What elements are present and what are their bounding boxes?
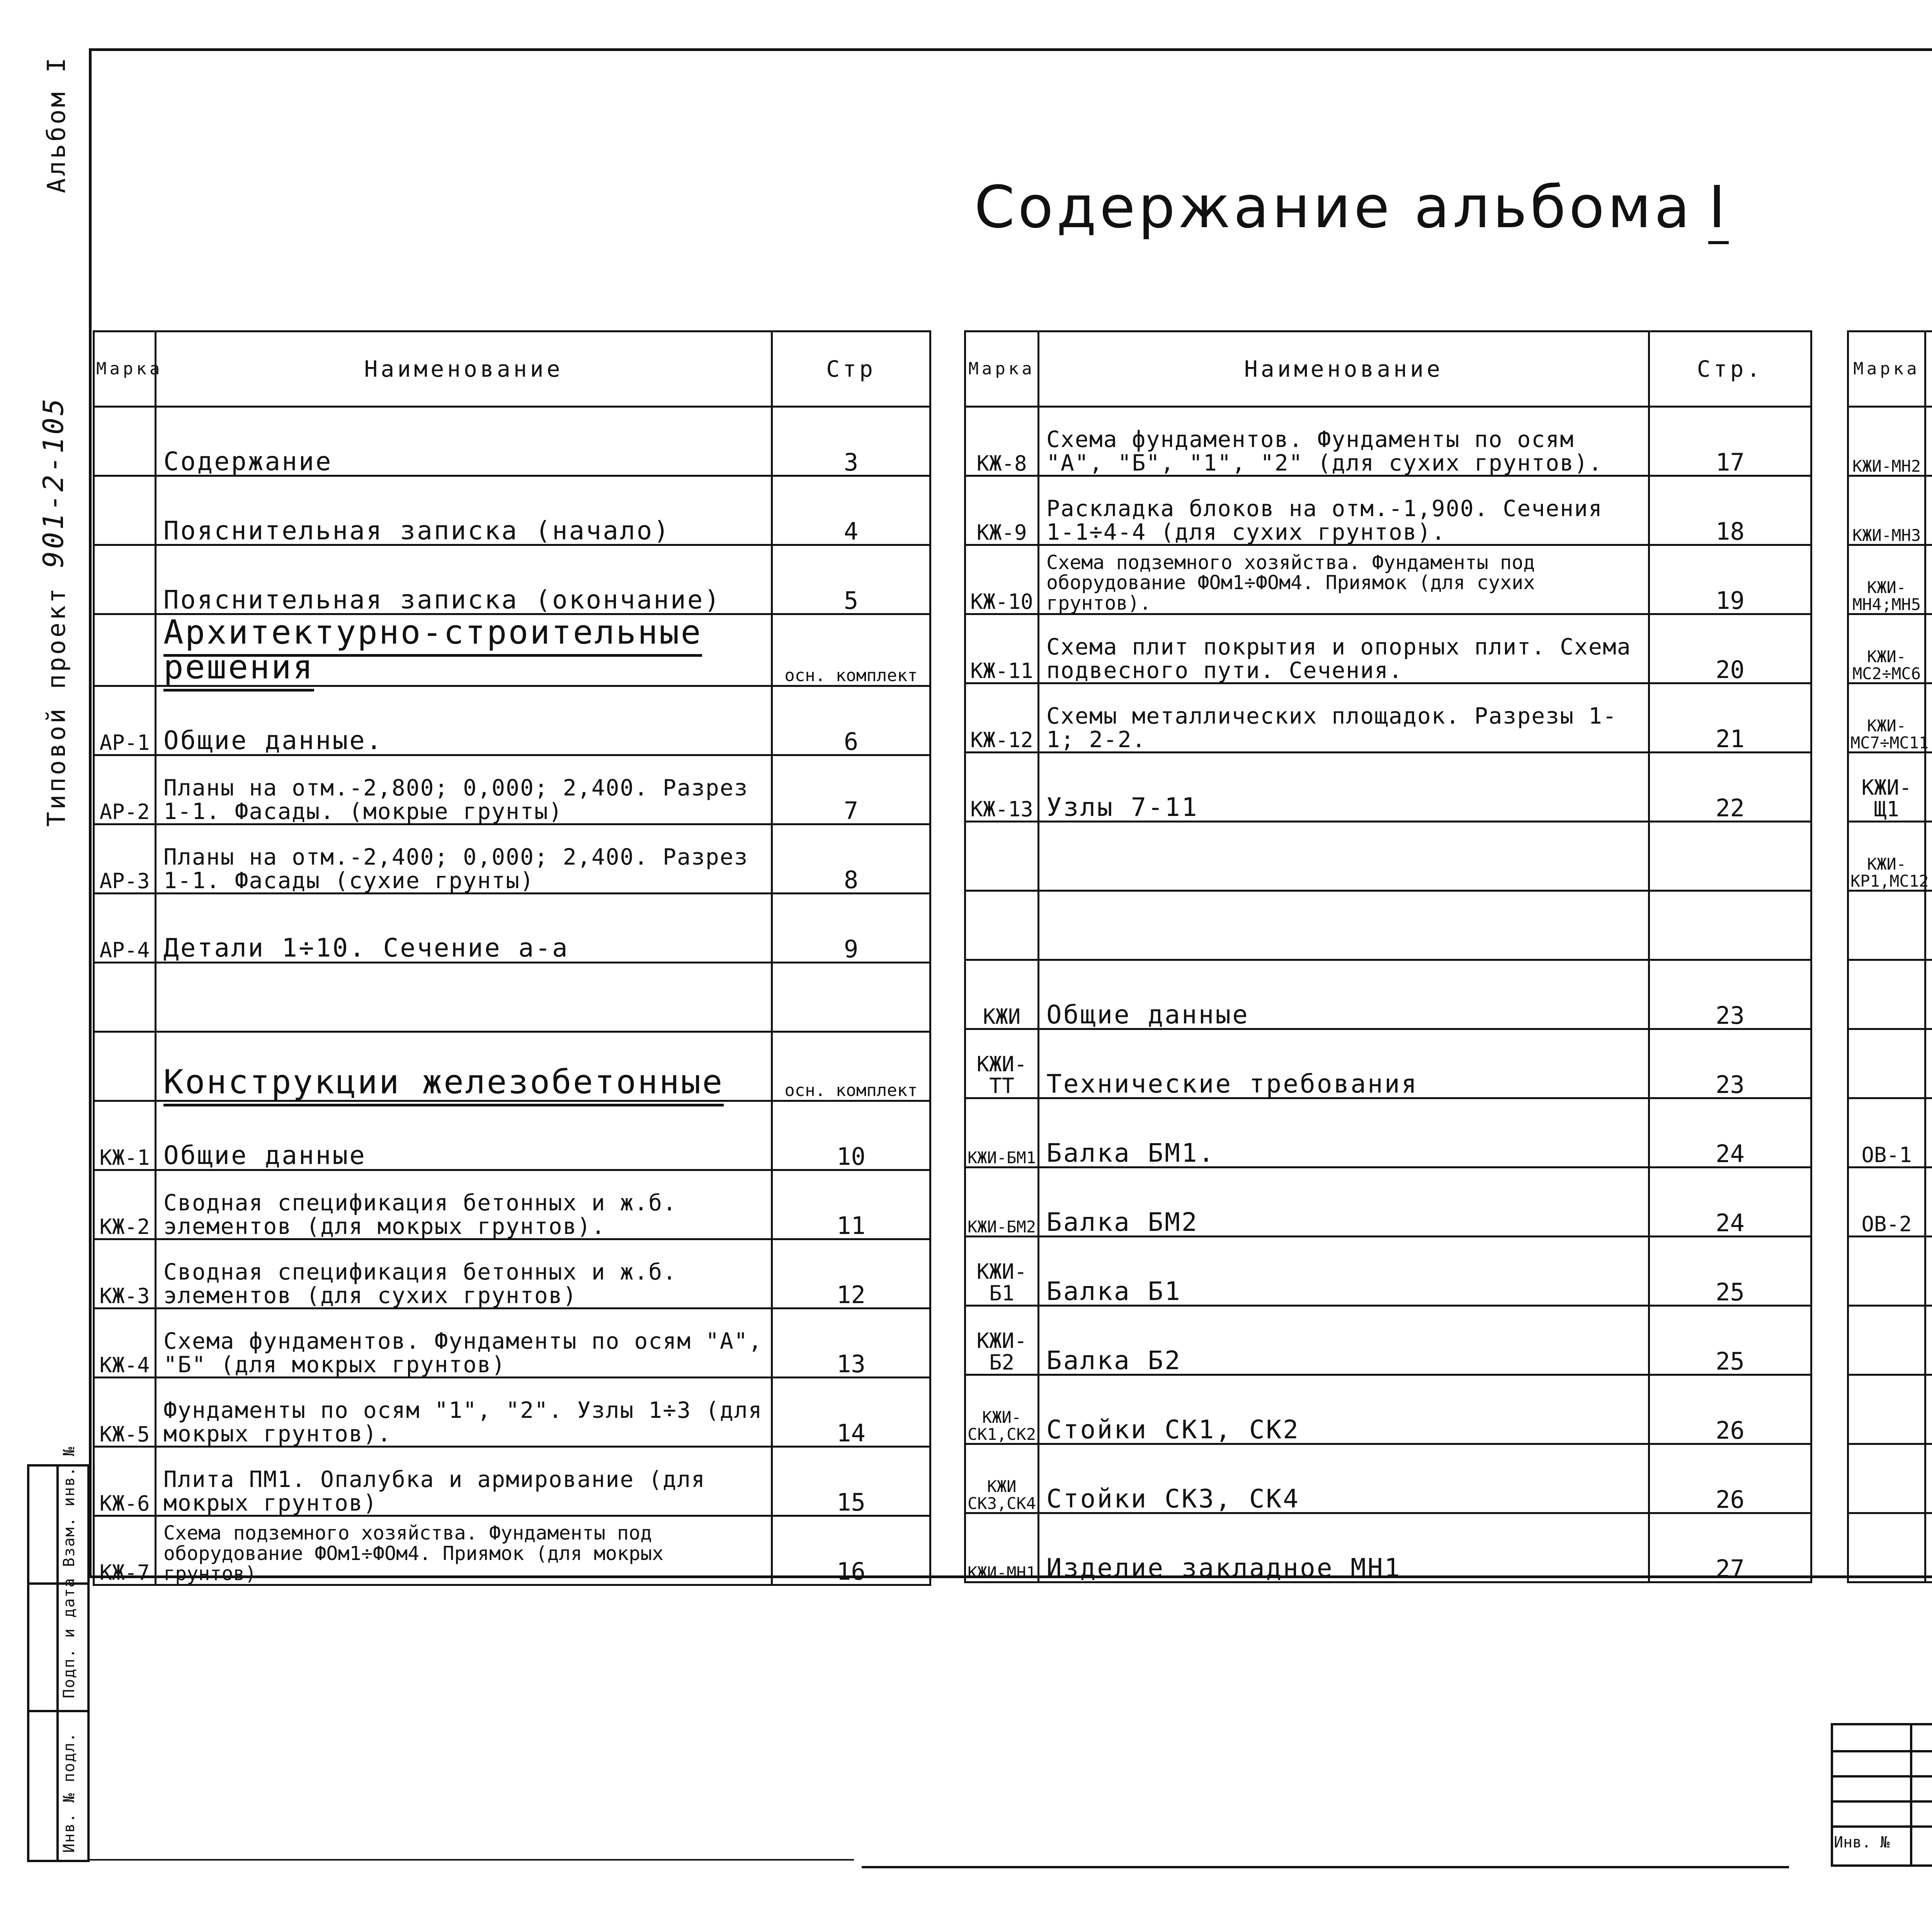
row-page: 26 bbox=[1649, 1444, 1811, 1513]
row-name: Схема фундаментов. Фундаменты по осям "А", "Б", "1", "2" (для сухих грунтов). bbox=[1039, 407, 1649, 476]
row-mark bbox=[1848, 1513, 1925, 1582]
row-name bbox=[1925, 476, 1932, 545]
table-row bbox=[1848, 614, 1932, 683]
table-row bbox=[94, 407, 930, 476]
row-name bbox=[1925, 1444, 1932, 1513]
row-mark bbox=[965, 822, 1039, 891]
table-row bbox=[1848, 1444, 1932, 1513]
row-name: Балка БМ1. bbox=[1039, 1098, 1649, 1167]
row-page: осн. комплект bbox=[772, 614, 930, 686]
row-page: 3 bbox=[772, 407, 930, 476]
row-page: 19 bbox=[1649, 545, 1811, 614]
row-page bbox=[1649, 822, 1811, 891]
table-row bbox=[965, 1029, 1811, 1098]
section-heading bbox=[1925, 1029, 1932, 1098]
row-page: 12 bbox=[772, 1239, 930, 1308]
row-page: 20 bbox=[1649, 614, 1811, 683]
row-name: Сводная спецификация бетонных и ж.б. элементов (для сухих грунтов) bbox=[156, 1239, 772, 1308]
row-mark: КЖИ-МН1 bbox=[965, 1513, 1039, 1582]
row-mark bbox=[1848, 960, 1925, 1029]
row-page: 4 bbox=[772, 476, 930, 545]
row-name: Схема подземного хозяйства. Фундаменты под оборудование ФОм1÷ФОм4. Приямок (для сухих грунтов). bbox=[1039, 545, 1649, 614]
header-name: Наименование bbox=[156, 331, 772, 407]
table-row bbox=[94, 1446, 930, 1516]
row-mark bbox=[1848, 1029, 1925, 1098]
table-row bbox=[965, 614, 1811, 683]
row-name bbox=[1925, 1375, 1932, 1444]
row-name: Фундаменты по осям "1", "2". Узлы 1÷3 (для мокрых грунтов). bbox=[156, 1377, 772, 1446]
row-name: Общие данные bbox=[1039, 960, 1649, 1029]
table-row bbox=[1848, 1167, 1932, 1237]
row-name bbox=[1925, 891, 1932, 960]
row-mark: АР-1 bbox=[94, 686, 156, 755]
table-row bbox=[1848, 960, 1932, 1029]
table-row bbox=[1848, 822, 1932, 891]
row-mark: КЖ-12 bbox=[965, 683, 1039, 753]
table-row bbox=[94, 1377, 930, 1446]
row-mark: КЖИ-КР1,МС12 bbox=[1848, 822, 1925, 891]
row-name: Схема фундаментов. Фундаменты по осям "А", "Б" (для мокрых грунтов) bbox=[156, 1308, 772, 1377]
row-name: Схема плит покрытия и опорных плит. Схема подвесного пути. Сечения. bbox=[1039, 614, 1649, 683]
row-page: 17 bbox=[1649, 407, 1811, 476]
table-row bbox=[1848, 1029, 1932, 1098]
header-mark: Марка bbox=[94, 331, 156, 407]
row-mark bbox=[1848, 1375, 1925, 1444]
header-page: Стр bbox=[772, 331, 930, 407]
table-header-row bbox=[94, 331, 930, 407]
row-mark: ОВ-2 bbox=[1848, 1167, 1925, 1237]
row-name bbox=[1039, 891, 1649, 960]
row-name bbox=[1925, 1513, 1932, 1582]
page-title: Содержание альбома I bbox=[0, 174, 1932, 241]
title-block-stamp bbox=[1831, 1723, 1932, 1867]
project-label: Типовой проект bbox=[43, 586, 71, 827]
row-page: 27 bbox=[1649, 1513, 1811, 1582]
table-row bbox=[965, 822, 1811, 891]
table-row bbox=[94, 824, 930, 893]
row-page: 24 bbox=[1649, 1167, 1811, 1237]
side-strip-signature-date: Подп. и дата bbox=[60, 1577, 78, 1698]
row-page: 22 bbox=[1649, 753, 1811, 822]
row-mark bbox=[965, 891, 1039, 960]
section-heading bbox=[156, 1032, 772, 1101]
table-row bbox=[965, 753, 1811, 822]
table-row bbox=[94, 893, 930, 962]
row-page: 25 bbox=[1649, 1237, 1811, 1306]
row-mark: КЖИ-СК1,СК2 bbox=[965, 1375, 1039, 1444]
table-row bbox=[965, 545, 1811, 614]
row-page: 14 bbox=[772, 1377, 930, 1446]
row-mark: КЖИ-БМ2 bbox=[965, 1167, 1039, 1237]
row-mark: КЖ-9 bbox=[965, 476, 1039, 545]
row-name bbox=[1925, 407, 1932, 476]
row-page: 11 bbox=[772, 1170, 930, 1239]
table-header-row bbox=[1848, 331, 1932, 407]
row-mark: АР-2 bbox=[94, 755, 156, 824]
row-name: Схема подземного хозяйства. Фундаменты под оборудование ФОм1÷ФОм4. Приямок (для мокрых грунтов) bbox=[156, 1516, 772, 1585]
table-row bbox=[1848, 891, 1932, 960]
row-page: 8 bbox=[772, 824, 930, 893]
row-mark: АР-3 bbox=[94, 824, 156, 893]
row-page: 25 bbox=[1649, 1306, 1811, 1375]
row-mark: КЖ-1 bbox=[94, 1101, 156, 1170]
table-row bbox=[1848, 683, 1932, 753]
row-page: 18 bbox=[1649, 476, 1811, 545]
row-name bbox=[1039, 822, 1649, 891]
row-mark bbox=[94, 545, 156, 614]
row-name bbox=[1925, 1098, 1932, 1167]
row-mark: КЖИ-ТТ bbox=[965, 1029, 1039, 1098]
row-mark bbox=[1848, 1444, 1925, 1513]
row-mark: КЖИ-МН4;МН5 bbox=[1848, 545, 1925, 614]
table-row bbox=[965, 476, 1811, 545]
row-page: 26 bbox=[1649, 1375, 1811, 1444]
bottom-rule bbox=[862, 1866, 1789, 1868]
contents-table-3 bbox=[1847, 330, 1932, 1583]
table-header-row bbox=[965, 331, 1811, 407]
header-name: Наименование bbox=[1039, 331, 1649, 407]
header-page: Стр. bbox=[1649, 331, 1811, 407]
row-mark: КЖ-8 bbox=[965, 407, 1039, 476]
row-name bbox=[1925, 1306, 1932, 1375]
header-mark: Марка bbox=[1848, 331, 1925, 407]
table-row bbox=[94, 545, 930, 614]
row-name: Балка Б1 bbox=[1039, 1237, 1649, 1306]
row-name: Схемы металлических площадок. Разрезы 1-1; 2-2. bbox=[1039, 683, 1649, 753]
row-mark bbox=[1848, 1237, 1925, 1306]
table-row bbox=[965, 891, 1811, 960]
row-page: 6 bbox=[772, 686, 930, 755]
table-row bbox=[1848, 1098, 1932, 1167]
table-row bbox=[94, 962, 930, 1032]
row-name: Сводная спецификация бетонных и ж.б. элементов (для мокрых грунтов). bbox=[156, 1170, 772, 1239]
table-row bbox=[1848, 545, 1932, 614]
row-name bbox=[1925, 1167, 1932, 1237]
table-row bbox=[965, 1306, 1811, 1375]
section-heading bbox=[156, 614, 772, 686]
row-mark: КЖИ-Щ1 bbox=[1848, 753, 1925, 822]
contents-table-2 bbox=[964, 330, 1812, 1583]
table-row bbox=[965, 1167, 1811, 1237]
table-row bbox=[965, 683, 1811, 753]
row-name: Содержание bbox=[156, 407, 772, 476]
row-name: Балка БМ2 bbox=[1039, 1167, 1649, 1237]
row-mark bbox=[94, 476, 156, 545]
row-mark: КЖ-10 bbox=[965, 545, 1039, 614]
row-mark: АР-4 bbox=[94, 893, 156, 962]
row-mark: КЖИ-МН2 bbox=[1848, 407, 1925, 476]
side-strip-original-inv: Инв. № подл. bbox=[60, 1732, 78, 1853]
table-row bbox=[965, 1513, 1811, 1582]
table-row bbox=[1848, 753, 1932, 822]
table-row bbox=[94, 476, 930, 545]
row-name: Раскладка блоков на отм.-1,900. Сечения 1-1÷4-4 (для сухих грунтов). bbox=[1039, 476, 1649, 545]
row-name: Общие данные. bbox=[156, 686, 772, 755]
row-mark: КЖИ-Б1 bbox=[965, 1237, 1039, 1306]
row-name: Пояснительная записка (окончание) bbox=[156, 545, 772, 614]
header-mark: Марка bbox=[965, 331, 1039, 407]
row-mark bbox=[94, 407, 156, 476]
row-page: 9 bbox=[772, 893, 930, 962]
row-mark bbox=[1848, 891, 1925, 960]
row-page: 10 bbox=[772, 1101, 930, 1170]
row-page: 16 bbox=[772, 1516, 930, 1585]
row-mark: КЖ-11 bbox=[965, 614, 1039, 683]
row-name: Плита ПМ1. Опалубка и армирование (для мокрых грунтов) bbox=[156, 1446, 772, 1516]
row-name: Пояснительная записка (начало) bbox=[156, 476, 772, 545]
row-mark: КЖИ-БМ1 bbox=[965, 1098, 1039, 1167]
row-mark: КЖИ-МС2÷МС6 bbox=[1848, 614, 1925, 683]
row-name: Стойки СК3, СК4 bbox=[1039, 1444, 1649, 1513]
row-name: Балка Б2 bbox=[1039, 1306, 1649, 1375]
row-name: Изделие закладное МН1 bbox=[1039, 1513, 1649, 1582]
row-mark bbox=[94, 614, 156, 686]
table-row bbox=[1848, 1237, 1932, 1306]
row-name bbox=[1925, 1237, 1932, 1306]
row-page: 15 bbox=[772, 1446, 930, 1516]
row-page bbox=[772, 962, 930, 1032]
table-row bbox=[94, 1239, 930, 1308]
contents-table-1 bbox=[93, 330, 931, 1586]
row-mark: КЖ-2 bbox=[94, 1170, 156, 1239]
row-page: 7 bbox=[772, 755, 930, 824]
table-row bbox=[94, 1516, 930, 1585]
table-row bbox=[94, 755, 930, 824]
row-mark: ОВ-1 bbox=[1848, 1098, 1925, 1167]
row-name: Планы на отм.-2,400; 0,000; 2,400. Разрез 1-1. Фасады (сухие грунты) bbox=[156, 824, 772, 893]
table-row bbox=[1848, 476, 1932, 545]
row-name: Узлы 7-11 bbox=[1039, 753, 1649, 822]
row-name: Детали 1÷10. Сечение а-а bbox=[156, 893, 772, 962]
section-heading-text: Конструкции железобетонные bbox=[163, 1063, 724, 1106]
stamp-inv-label: Инв. № bbox=[1834, 1834, 1890, 1851]
row-name bbox=[1925, 753, 1932, 822]
row-page: 21 bbox=[1649, 683, 1811, 753]
table-row bbox=[1848, 407, 1932, 476]
table-row bbox=[965, 407, 1811, 476]
row-page: осн. комплект bbox=[772, 1032, 930, 1101]
table-row bbox=[94, 614, 930, 686]
table-row bbox=[965, 960, 1811, 1029]
row-page: 23 bbox=[1649, 960, 1811, 1029]
table-row bbox=[94, 1170, 930, 1239]
row-mark: КЖ-7 bbox=[94, 1516, 156, 1585]
row-name: Планы на отм.-2,800; 0,000; 2,400. Разрез 1-1. Фасады. (мокрые грунты) bbox=[156, 755, 772, 824]
row-name bbox=[1925, 960, 1932, 1029]
side-strip-replaced-inv: Взам. инв. № bbox=[60, 1446, 78, 1567]
table-row bbox=[965, 1237, 1811, 1306]
row-page: 24 bbox=[1649, 1098, 1811, 1167]
table-row bbox=[1848, 1375, 1932, 1444]
row-mark bbox=[1848, 1306, 1925, 1375]
row-name bbox=[156, 962, 772, 1032]
album-label: Альбом I bbox=[43, 56, 71, 193]
section-heading-text: Архитектурно-строительные решения bbox=[163, 613, 702, 692]
bottom-rule-left bbox=[89, 1859, 854, 1861]
table-row bbox=[94, 1032, 930, 1101]
table-row bbox=[94, 1308, 930, 1377]
side-approval-strip bbox=[27, 1464, 90, 1862]
row-mark: КЖ-4 bbox=[94, 1308, 156, 1377]
project-number: 901-2-105 bbox=[37, 396, 70, 568]
row-name bbox=[1925, 545, 1932, 614]
row-name bbox=[1925, 614, 1932, 683]
row-mark: КЖ-13 bbox=[965, 753, 1039, 822]
row-mark: КЖИ-МН3 bbox=[1848, 476, 1925, 545]
table-row bbox=[94, 686, 930, 755]
row-page: 13 bbox=[772, 1308, 930, 1377]
row-page: 23 bbox=[1649, 1029, 1811, 1098]
table-row bbox=[965, 1375, 1811, 1444]
row-mark: КЖИ-Б2 bbox=[965, 1306, 1039, 1375]
row-mark: КЖИ СК3,СК4 bbox=[965, 1444, 1039, 1513]
row-name: Стойки СК1, СК2 bbox=[1039, 1375, 1649, 1444]
row-page bbox=[1649, 891, 1811, 960]
row-mark bbox=[94, 962, 156, 1032]
header-name bbox=[1925, 331, 1932, 407]
row-name: Общие данные bbox=[156, 1101, 772, 1170]
table-row bbox=[1848, 1513, 1932, 1582]
row-name: Технические требования bbox=[1039, 1029, 1649, 1098]
row-mark: КЖ-5 bbox=[94, 1377, 156, 1446]
row-mark: КЖ-3 bbox=[94, 1239, 156, 1308]
row-page: 5 bbox=[772, 545, 930, 614]
table-row bbox=[1848, 1306, 1932, 1375]
row-mark bbox=[94, 1032, 156, 1101]
row-mark: КЖИ bbox=[965, 960, 1039, 1029]
row-mark: КЖ-6 bbox=[94, 1446, 156, 1516]
table-row bbox=[965, 1098, 1811, 1167]
table-row bbox=[965, 1444, 1811, 1513]
table-row bbox=[94, 1101, 930, 1170]
row-mark: КЖИ-МС7÷МС11 bbox=[1848, 683, 1925, 753]
